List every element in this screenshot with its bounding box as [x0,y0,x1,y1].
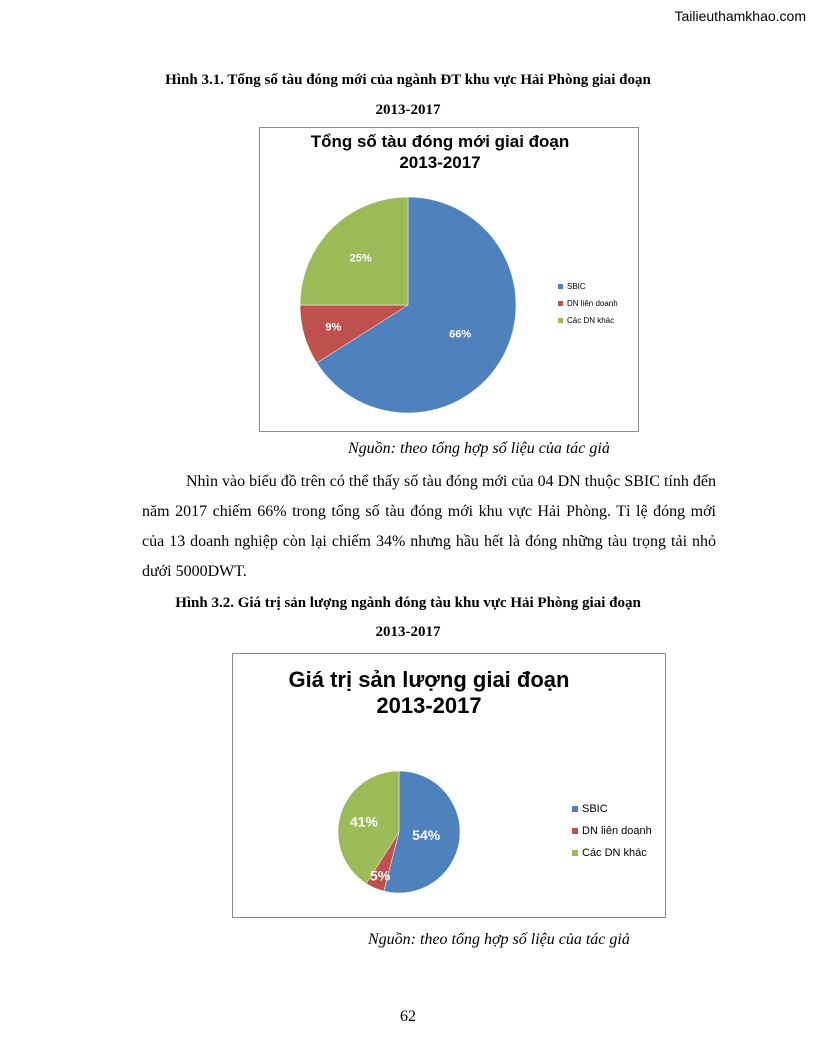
figure1-caption-line2: 2013-2017 [375,102,441,118]
page-number: 62 [400,1008,416,1025]
figure2-caption-line2: 2013-2017 [375,624,441,640]
chart2-data-label-1: 54% [412,827,441,844]
chart1-legend-label-3: Các DN khác [567,316,615,325]
chart1-legend-swatch-3 [558,318,563,323]
chart2-legend-swatch-3 [572,850,578,856]
chart2-container [232,653,666,918]
chart1-container [259,127,639,432]
chart1-data-label-2: 9% [325,321,342,334]
chart2-legend-label-3: Các DN khác [582,847,647,859]
chart1-svg [260,128,638,431]
chart1-legend-label-2: DN liên doanh [567,299,618,308]
figure1-caption-line1: Hình 3.1. Tổng số tàu đóng mới của ngành ĐT khu vực Hải Phòng giai đoạn [165,72,651,88]
chart1-slice-3 [300,197,408,305]
figure1-source: Nguồn: theo tổng hợp số liệu của tác giả [348,440,610,457]
chart1-data-label-1: 66% [449,328,472,341]
chart2-legend-swatch-1 [572,806,578,812]
chart1-title-line2: 2013-2017 [399,153,481,172]
chart2-legend-swatch-2 [572,828,578,834]
chart1-legend-swatch-2 [558,301,563,306]
chart1-title-line1: Tổng số tàu đóng mới giai đoạn [310,132,570,151]
chart1-legend-swatch-1 [558,284,563,289]
figure2-caption-line1: Hình 3.2. Giá trị sản lượng ngành đóng tàu khu vực Hải Phòng giai đoạn [175,595,641,611]
chart2-svg [233,654,665,917]
chart2-data-label-3: 41% [349,813,378,830]
chart2-legend-label-1: SBIC [582,803,608,815]
chart2-title-line2: 2013-2017 [376,693,482,718]
chart1-legend-label-1: SBIC [567,282,586,291]
chart2-legend-label-2: DN liên doanh [582,825,652,837]
chart2-title-line1: Giá trị sản lượng giai đoạn [288,667,570,692]
chart1-data-label-3: 25% [349,252,372,265]
chart2-data-label-2: 5% [369,867,391,884]
watermark: Tailieuthamkhao.com [674,8,806,24]
figure2-source: Nguồn: theo tổng hợp số liệu của tác giả [368,931,630,948]
body-paragraph: Nhìn vào biểu đồ trên có thể thấy số tàu đóng mới của 04 DN thuộc SBIC tính đến năm 2017 chiếm 66% trong tổng số tàu đóng mới khu vực Hải Phòng. Tỉ lệ đóng mới của 13 doanh nghiệp còn lại chiếm 34% nhưng hầu hết là đóng những tàu trọng tải nhỏ dưới 5000DWT. [142,473,716,580]
